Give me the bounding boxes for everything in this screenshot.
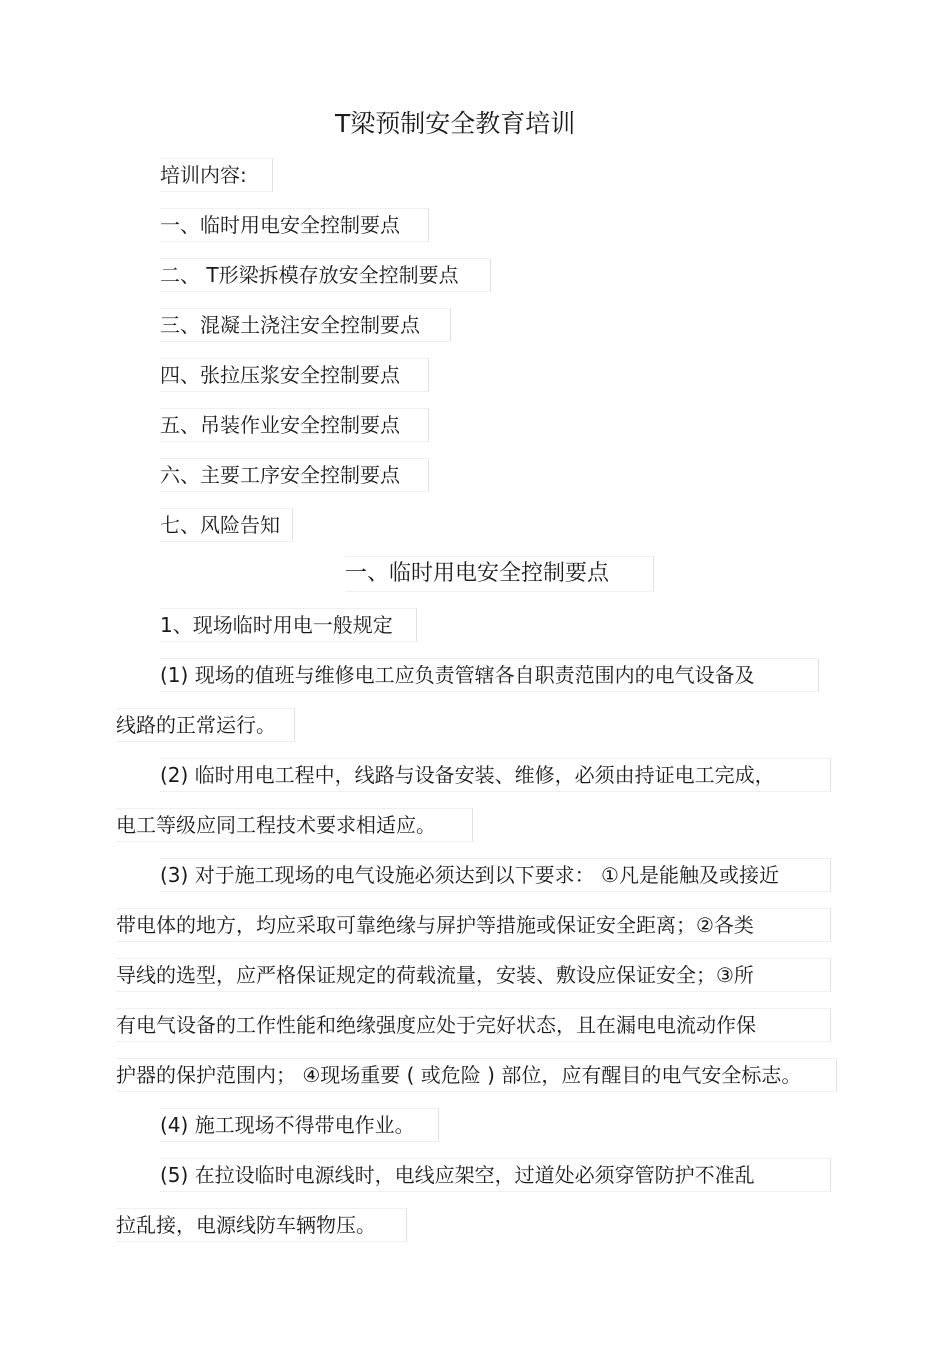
paragraph-line: (3) 对于施工现场的电气设施必须达到以下要求： ①凡是能触及或接近 <box>160 858 831 892</box>
paragraph-line: 有电气设备的工作性能和绝缘强度应处于完好状态，且在漏电电流动作保 <box>116 1008 831 1042</box>
paragraph-line: 带电体的地方，均应采取可靠绝缘与屏护等措施或保证安全距离；②各类 <box>116 908 831 942</box>
paragraph-line: (1) 现场的值班与维修电工应负责管辖各自职责范围内的电气设备及 <box>160 658 819 692</box>
paragraph-line: (4) 施工现场不得带电作业。 <box>160 1108 439 1142</box>
document-title: T梁预制安全教育培训 <box>335 109 576 138</box>
toc-item: 五、吊装作业安全控制要点 <box>160 408 429 442</box>
toc-item: 一、临时用电安全控制要点 <box>160 208 429 242</box>
toc-item: 七、风险告知 <box>160 508 293 542</box>
paragraph-line: 导线的选型，应严格保证规定的荷载流量，安装、敷设应保证安全；③所 <box>116 958 831 992</box>
toc-item: 三、混凝土浇注安全控制要点 <box>160 308 451 342</box>
paragraph-line: 线路的正常运行。 <box>116 708 295 742</box>
toc-item: 四、张拉压浆安全控制要点 <box>160 358 429 392</box>
subsection-title: 1、现场临时用电一般规定 <box>160 608 417 642</box>
paragraph-line: (5) 在拉设临时电源线时，电线应架空，过道处必须穿管防护不准乱 <box>160 1158 831 1192</box>
paragraph-line: 拉乱接，电源线防车辆物压。 <box>116 1208 407 1242</box>
paragraph-line: (2) 临时用电工程中，线路与设备安装、维修，必须由持证电工完成， <box>160 758 831 792</box>
section-title: 一、临时用电安全控制要点 <box>345 556 654 592</box>
toc-item: 六、主要工序安全控制要点 <box>160 458 429 492</box>
paragraph-line: 电工等级应同工程技术要求相适应。 <box>116 808 473 842</box>
toc-heading: 培训内容: <box>160 158 273 192</box>
paragraph-line: 护器的保护范围内； ④现场重要 ( 或危险 ) 部位，应有醒目的电气安全标志。 <box>116 1058 837 1092</box>
toc-item: 二、 T形梁拆模存放安全控制要点 <box>160 258 491 292</box>
